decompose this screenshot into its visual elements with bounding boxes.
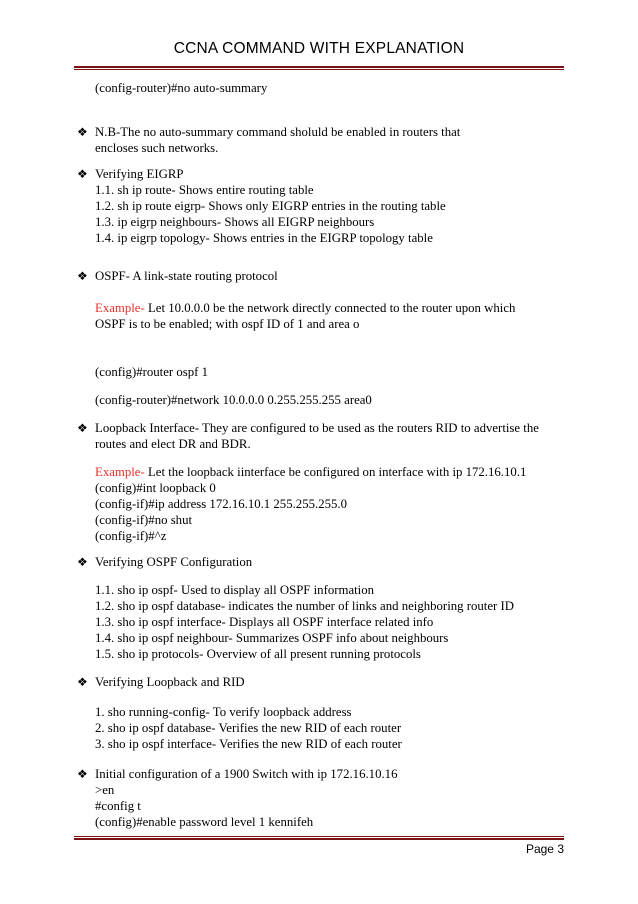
text-line: 1.2. sh ip route eigrp- Shows only EIGRP entries in the routing table — [95, 199, 446, 213]
diamond-bullet-icon: ❖ — [77, 555, 88, 569]
text-line: routes and elect DR and BDR. — [95, 437, 251, 451]
text-line: OSPF- A link-state routing protocol — [95, 269, 278, 283]
diamond-bullet-icon: ❖ — [77, 269, 88, 283]
text-line: 1. sho running-config- To verify loopback address — [95, 705, 352, 719]
header-rule — [74, 66, 564, 68]
diamond-bullet-icon: ❖ — [77, 167, 88, 181]
diamond-bullet-icon: ❖ — [77, 125, 88, 139]
diamond-bullet-icon: ❖ — [77, 767, 88, 781]
footer-rule-thin — [74, 836, 564, 837]
text-line: (config-router)#network 10.0.0.0 0.255.255.255 area0 — [95, 393, 372, 407]
text-line: Verifying OSPF Configuration — [95, 555, 253, 569]
text-line: (config-if)#^z — [95, 529, 167, 543]
header-rule-thin — [74, 69, 564, 70]
text-line: 1.3. ip eigrp neighbours- Shows all EIGRP neighbours — [95, 215, 375, 229]
text-line: (config-if)#ip address 172.16.10.1 255.255.255.0 — [95, 497, 347, 511]
text-line: Loopback Interface- They are configured to be used as the routers RID to advertise the — [95, 421, 539, 435]
text-line: 1.4. ip eigrp topology- Shows entries in the EIGRP topology table — [95, 231, 433, 245]
text-line: (config)#router ospf 1 — [95, 365, 209, 379]
text-line: Verifying EIGRP — [95, 167, 184, 181]
text-line: Verifying Loopback and RID — [95, 675, 245, 689]
text-line — [95, 464, 526, 480]
text-line: (config-if)#no shut — [95, 513, 193, 527]
text-line: (config-router)#no auto-summary — [95, 81, 268, 95]
text-line: N.B-The no auto-summary command sholuld be enabled in routers that — [95, 125, 461, 139]
text-line: 3. sho ip ospf interface- Verifies the new RID of each router — [95, 737, 402, 751]
text-line: OSPF is to be enabled; with ospf ID of 1 and area o — [95, 317, 360, 331]
example-label: Example- — [95, 301, 145, 315]
diamond-bullet-icon: ❖ — [77, 421, 88, 435]
diamond-bullet-icon: ❖ — [77, 675, 88, 689]
example-text: Let 10.0.0.0 be the network directly connected to the router upon which — [144, 301, 516, 315]
text-line: encloses such networks. — [95, 141, 219, 155]
example-label: Example- — [95, 465, 145, 479]
example-text: Let the loopback iinterface be configured on interface with ip 172.16.10.1 — [144, 465, 527, 479]
text-line: 1.4. sho ip ospf neighbour- Summarizes OSPF info about neighbours — [95, 631, 449, 645]
footer-rule — [74, 838, 564, 840]
text-line: >en — [95, 783, 115, 797]
text-line: 1.1. sho ip ospf- Used to display all OSPF information — [95, 583, 375, 597]
text-line: (config)#enable password level 1 kennifeh — [95, 815, 314, 829]
text-line: (config)#int loopback 0 — [95, 481, 216, 495]
text-line: 1.1. sh ip route- Shows entire routing table — [95, 183, 314, 197]
page-number: Page 3 — [525, 842, 564, 856]
text-line: Initial configuration of a 1900 Switch with ip 172.16.10.16 — [95, 767, 398, 781]
text-line: 2. sho ip ospf database- Verifies the new RID of each router — [95, 721, 402, 735]
text-line: 1.3. sho ip ospf interface- Displays all OSPF interface related info — [95, 615, 434, 629]
page-header-title: CCNA COMMAND WITH EXPLANATION — [173, 40, 465, 57]
text-line — [95, 300, 515, 316]
text-line: 1.5. sho ip protocols- Overview of all present running protocols — [95, 647, 421, 661]
text-line: #config t — [95, 799, 141, 813]
text-line: 1.2. sho ip ospf database- indicates the number of links and neighboring router ID — [95, 599, 514, 613]
